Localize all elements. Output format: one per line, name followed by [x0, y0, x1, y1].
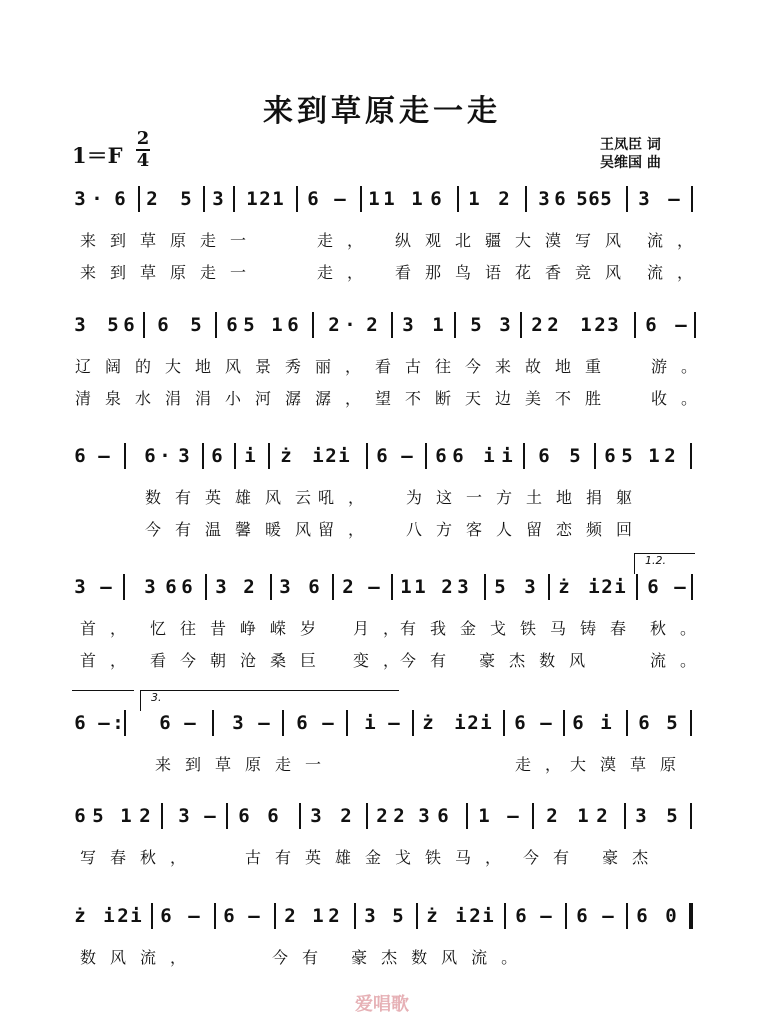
bar-line: [124, 443, 126, 469]
note: 1: [246, 188, 258, 210]
note: 6: [554, 188, 566, 210]
note: ż: [558, 576, 570, 598]
bar-line: [548, 574, 550, 600]
lyric-text: 今有温馨暖风: [145, 520, 326, 539]
lyric-line: [0, 386, 764, 408]
note: –: [184, 712, 196, 734]
bar-line: [520, 312, 522, 338]
note: 6: [636, 905, 648, 927]
note: –: [100, 576, 112, 598]
note: 1: [432, 314, 444, 336]
note: –: [675, 314, 687, 336]
bar-line: [690, 803, 692, 829]
note: 6: [296, 712, 308, 734]
note: 3: [607, 314, 619, 336]
bar-line: [282, 710, 284, 736]
song-title: 来到草原走一走: [263, 94, 501, 129]
lyric-text: 清泉水涓涓小河潺: [75, 389, 316, 408]
note: 3: [310, 805, 322, 827]
note: 3: [364, 905, 376, 927]
note: 2: [393, 805, 405, 827]
note: 2: [117, 905, 129, 927]
note: i: [482, 905, 494, 927]
note: 2: [441, 576, 453, 598]
note: 6: [308, 576, 320, 598]
lyric-text: 古有英雄金戈铁马，: [245, 848, 516, 867]
lyric-text: 月，: [353, 619, 414, 638]
lyric-text: 看今朝沧桑巨: [150, 651, 331, 670]
note: 6: [287, 314, 299, 336]
note: 1: [368, 188, 380, 210]
note: 5: [392, 905, 404, 927]
note: 2: [601, 576, 613, 598]
note: 2: [546, 805, 558, 827]
bar-line: [565, 903, 567, 929]
lyric-text: 吼，: [318, 488, 379, 507]
note: 3: [74, 314, 86, 336]
note: 1: [648, 445, 660, 467]
lyric-text: 看那鸟语花香竞风: [395, 263, 636, 282]
lyric-text: 辽阔的大地风景秀: [75, 357, 316, 376]
lyric-text: 丽，看古往今来故地重: [315, 357, 616, 376]
note: 3: [232, 712, 244, 734]
note: –: [602, 905, 614, 927]
note: 3: [74, 576, 86, 598]
bar-line: [226, 803, 228, 829]
note: i: [455, 905, 467, 927]
lyric-text: 今有 豪杰: [523, 848, 663, 867]
note: –: [388, 712, 400, 734]
note: 3: [457, 576, 469, 598]
bar-line: [624, 803, 626, 829]
bar-line: [214, 903, 216, 929]
note: –: [540, 712, 552, 734]
note: –: [98, 445, 110, 467]
time-numerator: 2: [136, 128, 150, 149]
note: 6: [74, 712, 86, 734]
bar-line: [454, 312, 456, 338]
note: 1: [478, 805, 490, 827]
note: 2: [547, 314, 559, 336]
note: 2: [664, 445, 676, 467]
bar-line: [391, 312, 393, 338]
bar-line: [270, 574, 272, 600]
note: –: [507, 805, 519, 827]
note: 1: [271, 314, 283, 336]
bar-line: [690, 710, 692, 736]
lyric-line: [0, 648, 764, 670]
note: i: [614, 576, 626, 598]
lyric-text: 流。: [650, 651, 711, 670]
lyric-line: [0, 228, 764, 250]
bar-line: [161, 803, 163, 829]
note: 5: [494, 576, 506, 598]
notation-row-2: [0, 306, 764, 346]
note: 1: [120, 805, 132, 827]
note: 6: [157, 314, 169, 336]
bar-line: [332, 574, 334, 600]
note: 6: [645, 314, 657, 336]
bar-line: [626, 903, 628, 929]
lyric-text: 走，: [317, 263, 378, 282]
note: 6: [538, 445, 550, 467]
bar-line: [123, 574, 125, 600]
lyricist-credit: 王凤臣 词: [600, 137, 661, 153]
note: 6: [576, 905, 588, 927]
note: 6: [123, 314, 135, 336]
note: 6: [267, 805, 279, 827]
lyric-text: 为这一方土地捐躯: [406, 488, 647, 507]
lyric-line: [0, 485, 764, 507]
note: 1: [400, 576, 412, 598]
bar-line: [212, 710, 214, 736]
bar-line: [296, 186, 298, 212]
note: 1: [312, 905, 324, 927]
note: 2: [594, 314, 606, 336]
note: 6: [74, 445, 86, 467]
note: ·: [344, 314, 356, 336]
lyric-line: [0, 260, 764, 282]
lyric-text: 大漠草原: [570, 755, 691, 774]
note: 6: [604, 445, 616, 467]
note: i: [501, 445, 513, 467]
note: 6: [211, 445, 223, 467]
lyric-text: 数风流，: [80, 948, 201, 967]
bar-line: [215, 312, 217, 338]
watermark: 爱唱歌: [355, 994, 409, 1015]
notation-row-4: [0, 568, 764, 608]
note: 6: [430, 188, 442, 210]
note: 1: [414, 576, 426, 598]
volta-bracket-line: [72, 690, 134, 691]
note: 2: [531, 314, 543, 336]
note: :: [112, 712, 124, 734]
bar-line: [366, 803, 368, 829]
note: 2: [328, 314, 340, 336]
note: i: [130, 905, 142, 927]
bar-line: [274, 903, 276, 929]
note: 2: [366, 314, 378, 336]
note: ·: [91, 188, 103, 210]
note: 5: [666, 805, 678, 827]
note: i: [103, 905, 115, 927]
lyric-text: 来到草原走一: [155, 755, 336, 774]
time-denominator: 4: [136, 150, 150, 171]
lyric-line: [0, 845, 764, 867]
bar-line: [366, 443, 368, 469]
lyric-line: [0, 354, 764, 376]
note: 5: [621, 445, 633, 467]
note: 3: [635, 805, 647, 827]
bar-line: [391, 574, 393, 600]
note: 2: [328, 905, 340, 927]
note: 3: [215, 576, 227, 598]
volta-3-label: 3.: [151, 691, 162, 704]
notation-row-3: [0, 437, 764, 477]
note: –: [258, 712, 270, 734]
lyric-text: 流，: [647, 263, 708, 282]
note: ż: [422, 712, 434, 734]
note: 1: [468, 188, 480, 210]
note: 3: [538, 188, 550, 210]
note: 5: [180, 188, 192, 210]
note: 2: [243, 576, 255, 598]
note: 3: [638, 188, 650, 210]
lyric-text: 收。: [651, 389, 712, 408]
lyric-text: 首，: [80, 651, 141, 670]
note: 2: [146, 188, 158, 210]
note: i: [312, 445, 324, 467]
lyric-text: 来到草原走一: [80, 263, 261, 282]
lyric-text: 今有 豪杰数风: [400, 651, 600, 670]
bar-line: [626, 186, 628, 212]
note: 6: [238, 805, 250, 827]
note: 6: [160, 905, 172, 927]
bar-line: [634, 312, 636, 338]
lyric-text: 今有 豪杰数风流。: [272, 948, 532, 967]
note: 2: [325, 445, 337, 467]
note: 6: [226, 314, 238, 336]
note: 1: [383, 188, 395, 210]
note: –: [322, 712, 334, 734]
lyric-text: 八方客人留恋频回: [406, 520, 647, 539]
note: 3: [499, 314, 511, 336]
note: 2: [596, 805, 608, 827]
note: 1: [272, 188, 284, 210]
bar-line: [416, 903, 418, 929]
note: 5: [107, 314, 119, 336]
lyric-text: 来到草原走一: [80, 231, 261, 250]
note: 2: [284, 905, 296, 927]
bar-line: [532, 803, 534, 829]
lyric-text: 秋。: [650, 619, 711, 638]
note: 5: [190, 314, 202, 336]
note: i: [244, 445, 256, 467]
bar-line: [466, 803, 468, 829]
volta-3: [140, 690, 399, 711]
note: –: [668, 188, 680, 210]
bar-line: [691, 574, 693, 600]
note: 3: [524, 576, 536, 598]
note: ż: [280, 445, 292, 467]
note: 0: [665, 905, 677, 927]
bar-line: [691, 186, 693, 212]
volta-1-2: [634, 553, 695, 574]
note: 5: [666, 712, 678, 734]
key-signature: 1＝F: [72, 143, 123, 168]
note: 6: [647, 576, 659, 598]
bar-line: [203, 186, 205, 212]
lyric-line: [0, 945, 764, 967]
note: i: [480, 712, 492, 734]
note: 3: [144, 576, 156, 598]
note: ·: [159, 445, 171, 467]
note: 6: [514, 712, 526, 734]
bar-line: [268, 443, 270, 469]
note: 6: [144, 445, 156, 467]
note: 6: [376, 445, 388, 467]
bar-line: [504, 903, 506, 929]
lyric-text: 变，: [353, 651, 414, 670]
note: 6: [114, 188, 126, 210]
lyric-line: [0, 517, 764, 539]
note: –: [401, 445, 413, 467]
note: 6: [159, 712, 171, 734]
lyric-line: [0, 616, 764, 638]
note: 3: [74, 188, 86, 210]
bar-line: [425, 443, 427, 469]
note: 1: [577, 805, 589, 827]
note: 3: [212, 188, 224, 210]
lyric-text: 写春秋，: [80, 848, 201, 867]
note: 2: [498, 188, 510, 210]
note: 6: [437, 805, 449, 827]
bar-line: [689, 903, 693, 929]
note: 5: [569, 445, 581, 467]
note: ż: [426, 905, 438, 927]
note: 5: [600, 188, 612, 210]
bar-line: [503, 710, 505, 736]
lyric-text: 首，: [80, 619, 141, 638]
note: 5: [576, 188, 588, 210]
lyric-text: 游。: [651, 357, 712, 376]
bar-line: [138, 186, 140, 212]
note: i: [364, 712, 376, 734]
note: 2: [469, 905, 481, 927]
lyric-text: 潺，望不断天边美不胜: [315, 389, 616, 408]
note: –: [204, 805, 216, 827]
note: 2: [467, 712, 479, 734]
bar-line: [525, 186, 527, 212]
lyric-text: 忆往昔峥嵘岁: [150, 619, 331, 638]
bar-line: [594, 443, 596, 469]
note: ż: [74, 905, 86, 927]
bar-line: [143, 312, 145, 338]
bar-line: [626, 710, 628, 736]
note: 6: [638, 712, 650, 734]
note: 2: [342, 576, 354, 598]
note: 6: [515, 905, 527, 927]
note: 3: [402, 314, 414, 336]
note: 6: [452, 445, 464, 467]
bar-line: [360, 186, 362, 212]
note: i: [483, 445, 495, 467]
lyric-text: 留，: [318, 520, 379, 539]
note: 2: [376, 805, 388, 827]
note: –: [98, 712, 110, 734]
note: 2: [259, 188, 271, 210]
note: 3: [279, 576, 291, 598]
volta-1-2-label: 1.2.: [645, 554, 666, 567]
lyric-text: 纵观北疆大漠写风: [395, 231, 636, 250]
bar-line: [151, 903, 153, 929]
note: 6: [307, 188, 319, 210]
lyric-text: 有我金戈铁马铸春: [400, 619, 641, 638]
note: –: [674, 576, 686, 598]
bar-line: [523, 443, 525, 469]
note: i: [454, 712, 466, 734]
note: 2: [340, 805, 352, 827]
note: 5: [470, 314, 482, 336]
bar-line: [202, 443, 204, 469]
note: –: [188, 905, 200, 927]
bar-line: [563, 710, 565, 736]
bar-line: [299, 803, 301, 829]
time-signature: [136, 128, 150, 171]
note: 1: [411, 188, 423, 210]
composer-credit: 吴维国 曲: [600, 155, 661, 171]
note: 6: [572, 712, 584, 734]
note: 5: [92, 805, 104, 827]
note: 3: [178, 445, 190, 467]
note: 3: [178, 805, 190, 827]
note: 3: [418, 805, 430, 827]
note: 5: [243, 314, 255, 336]
lyric-text: 流，: [647, 231, 708, 250]
note: 6: [588, 188, 600, 210]
bar-line: [346, 710, 348, 736]
note: –: [540, 905, 552, 927]
note: i: [600, 712, 612, 734]
notation-row-7: [0, 897, 764, 937]
notation-row-6: [0, 797, 764, 837]
bar-line: [205, 574, 207, 600]
bar-line: [636, 574, 638, 600]
bar-line: [412, 710, 414, 736]
notation-row-1: [0, 180, 764, 220]
note: 6: [181, 576, 193, 598]
note: 6: [435, 445, 447, 467]
note: 6: [165, 576, 177, 598]
bar-line: [354, 903, 356, 929]
lyric-text: 数有英雄风云: [145, 488, 326, 507]
note: –: [334, 188, 346, 210]
lyric-text: 走，: [515, 755, 576, 774]
note: –: [368, 576, 380, 598]
bar-line: [233, 186, 235, 212]
bar-line: [312, 312, 314, 338]
note: 2: [139, 805, 151, 827]
lyric-line: [0, 752, 764, 774]
bar-line: [124, 710, 126, 736]
note: i: [588, 576, 600, 598]
bar-line: [694, 312, 696, 338]
lyric-text: 走，: [317, 231, 378, 250]
note: 6: [74, 805, 86, 827]
note: –: [248, 905, 260, 927]
bar-line: [484, 574, 486, 600]
note: 1: [580, 314, 592, 336]
bar-line: [457, 186, 459, 212]
note: 6: [223, 905, 235, 927]
note: i: [338, 445, 350, 467]
bar-line: [234, 443, 236, 469]
bar-line: [690, 443, 692, 469]
